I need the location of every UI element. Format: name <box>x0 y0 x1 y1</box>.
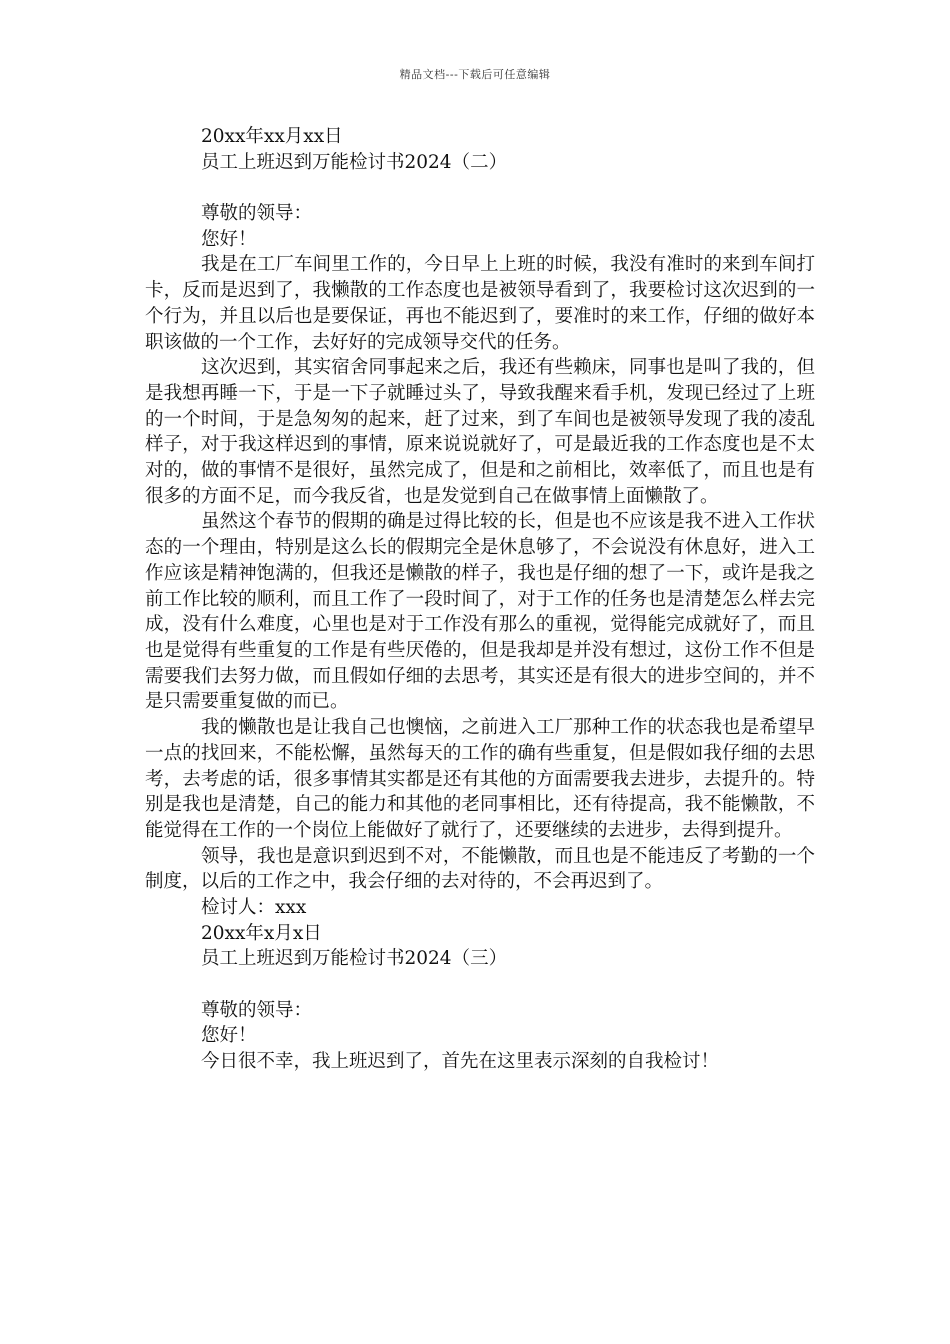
section2-paragraph-5: 领导，我也是意识到迟到不对，不能懒散，而且也是不能违反了考勤的一个制度，以后的工作之中，我会仔细的去对待的，不会再迟到了。 <box>145 845 815 893</box>
section2-paragraph-1: 我是在工厂车间里工作的，今日早上上班的时候，我没有准时的来到车间打卡，反而是迟到了，我懒散的工作态度也是被领导看到了，我要检讨这次迟到的一个行为，并且以后也是要保证，再也不能迟到了，要准时的来工作，仔细的做好本职该做的一个工作，去好好的完成领导交代的任务。 <box>145 254 815 353</box>
section3-salutation: 尊敬的领导： <box>201 999 313 1021</box>
section2-signer: 检讨人：xxx <box>201 897 307 919</box>
section2-title: 员工上班迟到万能检讨书2024（二） <box>201 151 508 173</box>
blank-line <box>145 972 815 998</box>
blank-line <box>145 175 815 201</box>
section3-title: 员工上班迟到万能检讨书2024（三） <box>201 948 508 970</box>
section2-paragraph-3: 虽然这个春节的假期的确是过得比较的长，但是也不应该是我不进入工作状态的一个理由，特别是这么长的假期完全是休息够了，不会说没有休息好，进入工作应该是精神饱满的，但我还是懒散的样子，我也是仔细的想了一下，或许是我之前工作比较的顺利，而且工作了一段时间了，对于工作的任务也是清楚怎么样去完成，没有什么难度，心里也是对于工作没有那么的重视，觉得能完成就好了，而且也是觉得有些重复的工作是有些厌倦的，但是我却是并没有想过，这份工作不但是需要我们去努力做，而且假如仔细的去思考，其实还是有很大的进步空间的，并不是只需要重复做的而已。 <box>145 511 815 713</box>
section2-sign-date: 20xx年x月x日 <box>201 922 322 944</box>
section2-paragraph-2: 这次迟到，其实宿舍同事起来之后，我还有些赖床，同事也是叫了我的，但是我想再睡一下，于是一下子就睡过头了，导致我醒来看手机，发现已经过了上班的一个时间，于是急匆匆的起来，赶了过来，到了车间也是被领导发现了我的凌乱样子，对于我这样迟到的事情，原来说说就好了，可是最近我的工作态度也是不太对的，做的事情不是很好，虽然完成了，但是和之前相比，效率低了，而且也是有很多的方面不足，而今我反省，也是发觉到自己在做事情上面懒散了。 <box>145 357 815 507</box>
section2-salutation: 尊敬的领导： <box>201 203 313 225</box>
page-header: 精品文档---下载后可任意编辑 <box>399 68 551 81</box>
section3-first-line: 今日很不幸，我上班迟到了，首先在这里表示深刻的自我检讨！ <box>201 1051 720 1073</box>
document-body <box>145 124 815 1075</box>
section2-paragraph-4: 我的懒散也是让我自己也懊恼，之前进入工厂那种工作的状态我也是希望早一点的找回来，不能松懈，虽然每天的工作的确有些重复，但是假如我仔细的去思考，去考虑的话，很多事情其实都是还有其他的方面需要我去进步，去提升的。特别是我也是清楚，自己的能力和其他的老同事相比，还有待提高，我不能懒散，不能觉得在工作的一个岗位上能做好了就行了，还要继续的去进步，去得到提升。 <box>145 717 815 841</box>
section3-greeting: 您好！ <box>201 1025 257 1047</box>
section2-date: 20xx年xx月xx日 <box>201 126 343 147</box>
section2-greeting: 您好！ <box>201 228 257 250</box>
